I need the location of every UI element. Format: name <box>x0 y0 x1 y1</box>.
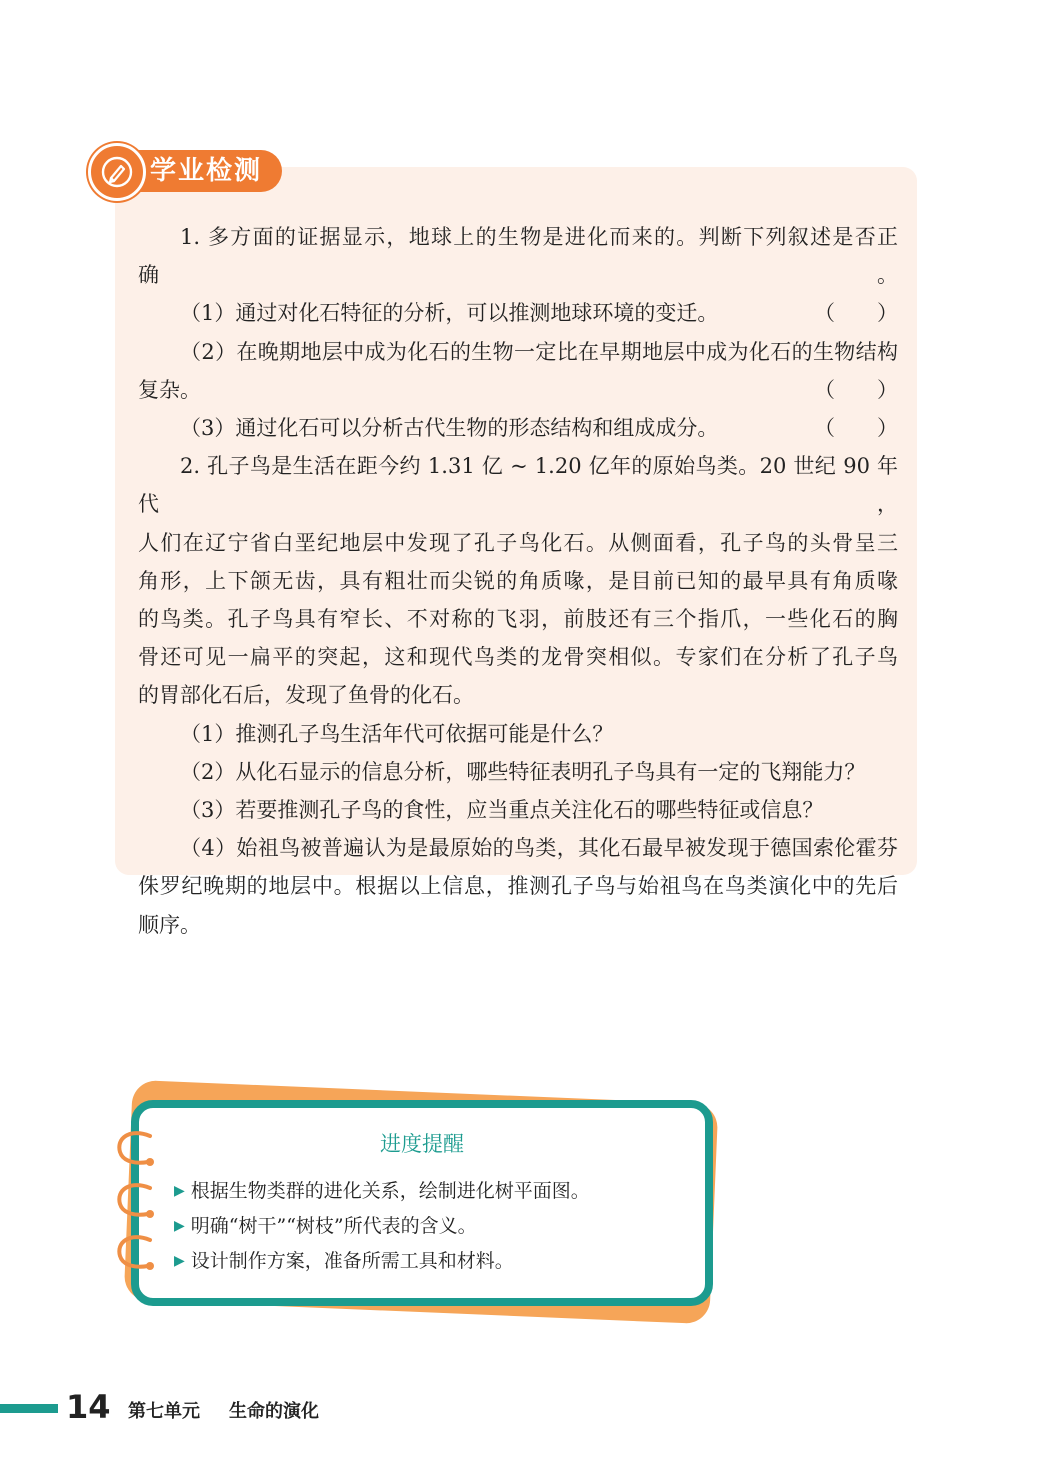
q1-item-2-line1: （2）在晚期地层中成为化石的生物一定比在早期地层中成为化石的生物结构 <box>180 339 898 364</box>
list-item <box>174 1244 694 1279</box>
footer-bar <box>0 1404 58 1413</box>
triangle-bullet-icon: ▶ <box>174 1218 185 1234</box>
q2-sub-2: （2）从化石显示的信息分析，哪些特征表明孔子鸟具有一定的飞翔能力？ <box>180 759 866 784</box>
reminder-item-text: 设计制作方案，准备所需工具和材料。 <box>190 1250 514 1272</box>
answer-blank-1: （ ） <box>814 301 898 326</box>
answer-blank-2: （ ） <box>814 377 898 402</box>
q2-line: 2. 孔子鸟是生活在距今约 1.31 亿 ~ 1.20 亿年的原始鸟类。20 世纪 90 年代， <box>138 454 898 517</box>
q1-item-3-text: （3）通过化石可以分析古代生物的形态结构和组成成分。 <box>180 416 719 441</box>
q1-item-3 <box>138 409 898 447</box>
q1-item-2-text: 复杂。 <box>138 377 201 402</box>
q2-line: 角形，上下颌无齿，具有粗壮而尖锐的角质喙，是目前已知的最早具有角质喙 <box>138 568 898 593</box>
q2-sub-3: （3）若要推测孔子鸟的食性，应当重点关注化石的哪些特征或信息？ <box>180 798 824 823</box>
q1-item-2-line2 <box>138 371 898 409</box>
exercise-content <box>138 218 898 944</box>
q2-line: 骨还可见一扁平的突起，这和现代鸟类的龙骨突相似。专家们在分析了孔子鸟 <box>138 645 898 670</box>
list-item <box>174 1209 694 1244</box>
list-item <box>174 1174 694 1209</box>
page-number: 14 <box>66 1388 111 1426</box>
q1-stem: 1. 多方面的证据显示，地球上的生物是进化而来的。判断下列叙述是否正确。 <box>138 225 898 288</box>
q2-sub-4-line: 顺序。 <box>138 912 201 937</box>
reminder-item-text: 根据生物类群的进化关系，绘制进化树平面图。 <box>190 1180 590 1202</box>
answer-blank-3: （ ） <box>814 416 898 441</box>
q2-sub-4-line: （4）始祖鸟被普遍认为是最原始的鸟类，其化石最早被发现于德国索伦霍芬 <box>180 836 898 861</box>
triangle-bullet-icon: ▶ <box>174 1183 185 1199</box>
section-title: 学业检测 <box>150 156 263 186</box>
q2-sub-4-line: 侏罗纪晚期的地层中。根据以上信息，推测孔子鸟与始祖鸟在鸟类演化中的先后 <box>138 874 898 899</box>
q2-line: 的胃部化石后，发现了鱼骨的化石。 <box>138 683 474 708</box>
section-badge <box>88 143 146 201</box>
q1-item-1 <box>138 294 898 332</box>
q2-sub-1: （1）推测孔子鸟生活年代可依据可能是什么？ <box>180 721 614 746</box>
reminder-title: 进度提醒 <box>380 1132 464 1156</box>
chapter-label: 生命的演化 <box>229 1401 319 1422</box>
q2-line: 人们在辽宁省白垩纪地层中发现了孔子鸟化石。从侧面看，孔子鸟的头骨呈三 <box>138 530 898 555</box>
reminder-list <box>174 1174 694 1279</box>
q2-line: 的鸟类。孔子鸟具有窄长、不对称的飞羽，前肢还有三个指爪，一些化石的胸 <box>138 607 898 632</box>
triangle-bullet-icon: ▶ <box>174 1253 185 1269</box>
reminder-item-text: 明确“树干”“树枝”所代表的含义。 <box>190 1215 477 1237</box>
pencil-icon <box>100 155 134 189</box>
unit-label: 第七单元 <box>128 1401 200 1422</box>
q1-item-1-text: （1）通过对化石特征的分析，可以推测地球环境的变迁。 <box>180 301 719 326</box>
